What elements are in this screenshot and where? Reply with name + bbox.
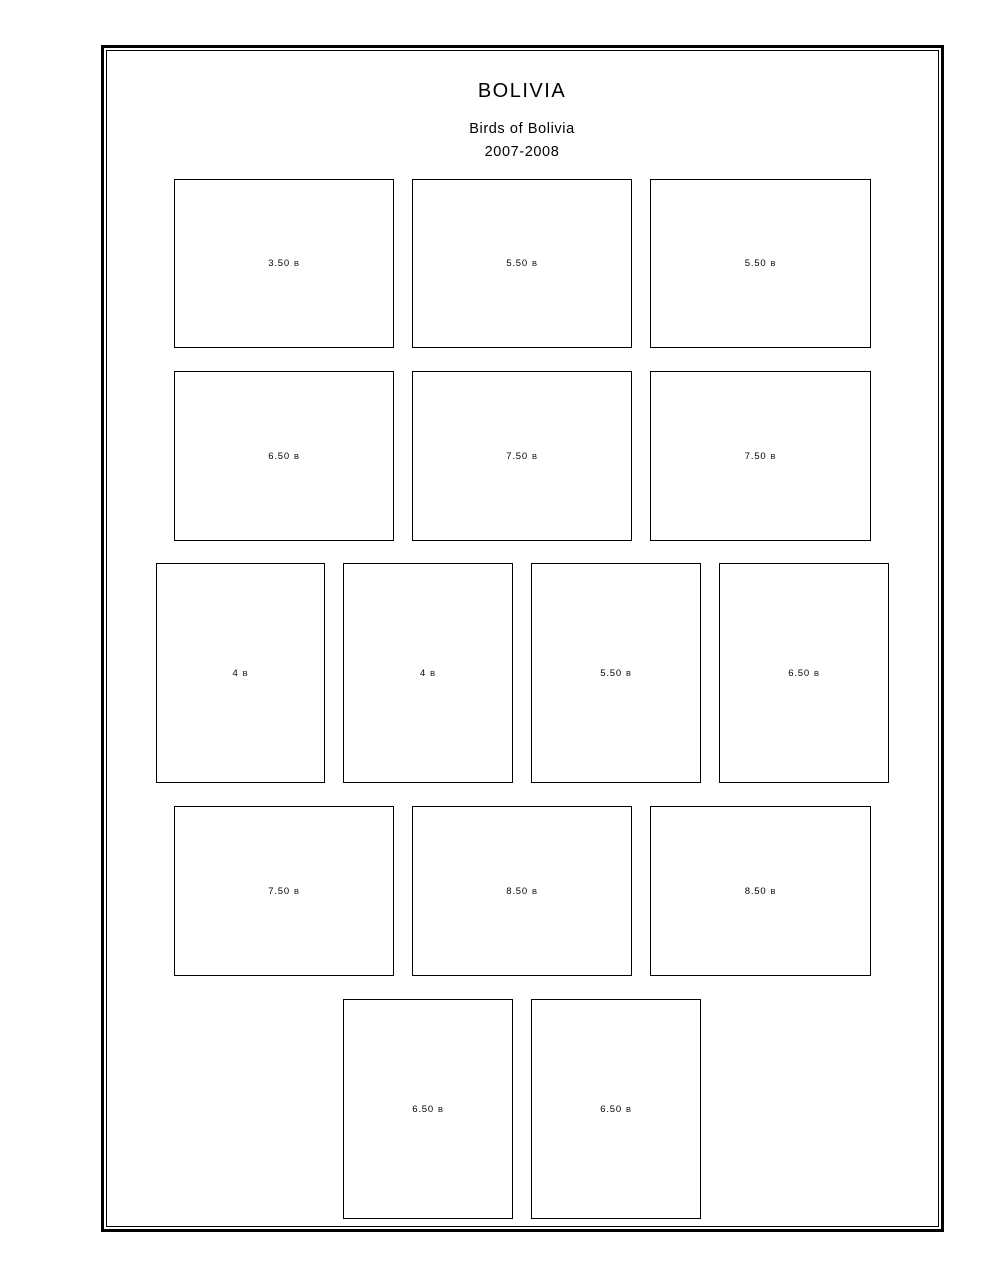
stamp-value: 6.50 — [412, 1103, 434, 1115]
stamp-box — [531, 563, 701, 783]
stamp-value: 6.50 — [788, 667, 810, 679]
stamp-box — [343, 999, 513, 1219]
stamp-unit: B — [531, 259, 538, 268]
stamp-box — [412, 371, 632, 541]
stamp-unit: B — [293, 886, 300, 896]
stamp-box — [650, 806, 871, 976]
stamp-value: 8.50 — [506, 885, 528, 897]
stamp-unit: B — [770, 259, 777, 268]
stamp-value: 8.50 — [744, 885, 767, 897]
stamp-unit: B — [770, 451, 777, 461]
stamp-unit: B — [531, 886, 538, 896]
stamp-unit: B — [437, 1104, 444, 1114]
stamp-unit: B — [293, 259, 300, 268]
stamp-box — [174, 179, 394, 348]
stamp-value: 5.50 — [744, 258, 767, 269]
stamp-unit: B — [625, 668, 632, 678]
stamp-box — [719, 563, 889, 783]
stamp-unit: B — [531, 451, 538, 461]
stamp-box — [650, 371, 871, 541]
page-years: 2007-2008 — [484, 144, 560, 160]
stamp-value: 4 — [232, 667, 239, 679]
stamp-box — [174, 371, 394, 541]
page-title: BOLIVIA — [477, 80, 567, 102]
stamp-box — [343, 563, 513, 783]
stamp-unit: B — [242, 668, 249, 678]
stamp-value: 5.50 — [600, 667, 622, 679]
stamp-value: 6.50 — [268, 450, 290, 462]
stamp-unit: B — [813, 668, 820, 678]
stamp-box — [412, 806, 632, 976]
stamp-unit: B — [293, 451, 300, 461]
stamp-value: 7.50 — [506, 450, 528, 462]
stamp-unit: B — [625, 1104, 632, 1114]
page-subtitle: Birds of Bolivia — [469, 121, 575, 137]
stamp-box — [531, 999, 701, 1219]
stamp-unit: B — [770, 886, 777, 896]
stamp-box — [650, 179, 871, 348]
stamp-box — [156, 563, 325, 783]
stamp-value: 5.50 — [506, 258, 528, 269]
stamp-box — [174, 806, 394, 976]
stamp-value: 4 — [420, 667, 427, 679]
stamp-value: 7.50 — [744, 450, 767, 462]
stamp-unit: B — [430, 668, 436, 678]
stamp-box — [412, 179, 632, 348]
stamp-value: 7.50 — [268, 885, 290, 897]
stamp-value: 3.50 — [268, 258, 290, 269]
stamp-value: 6.50 — [600, 1103, 622, 1115]
